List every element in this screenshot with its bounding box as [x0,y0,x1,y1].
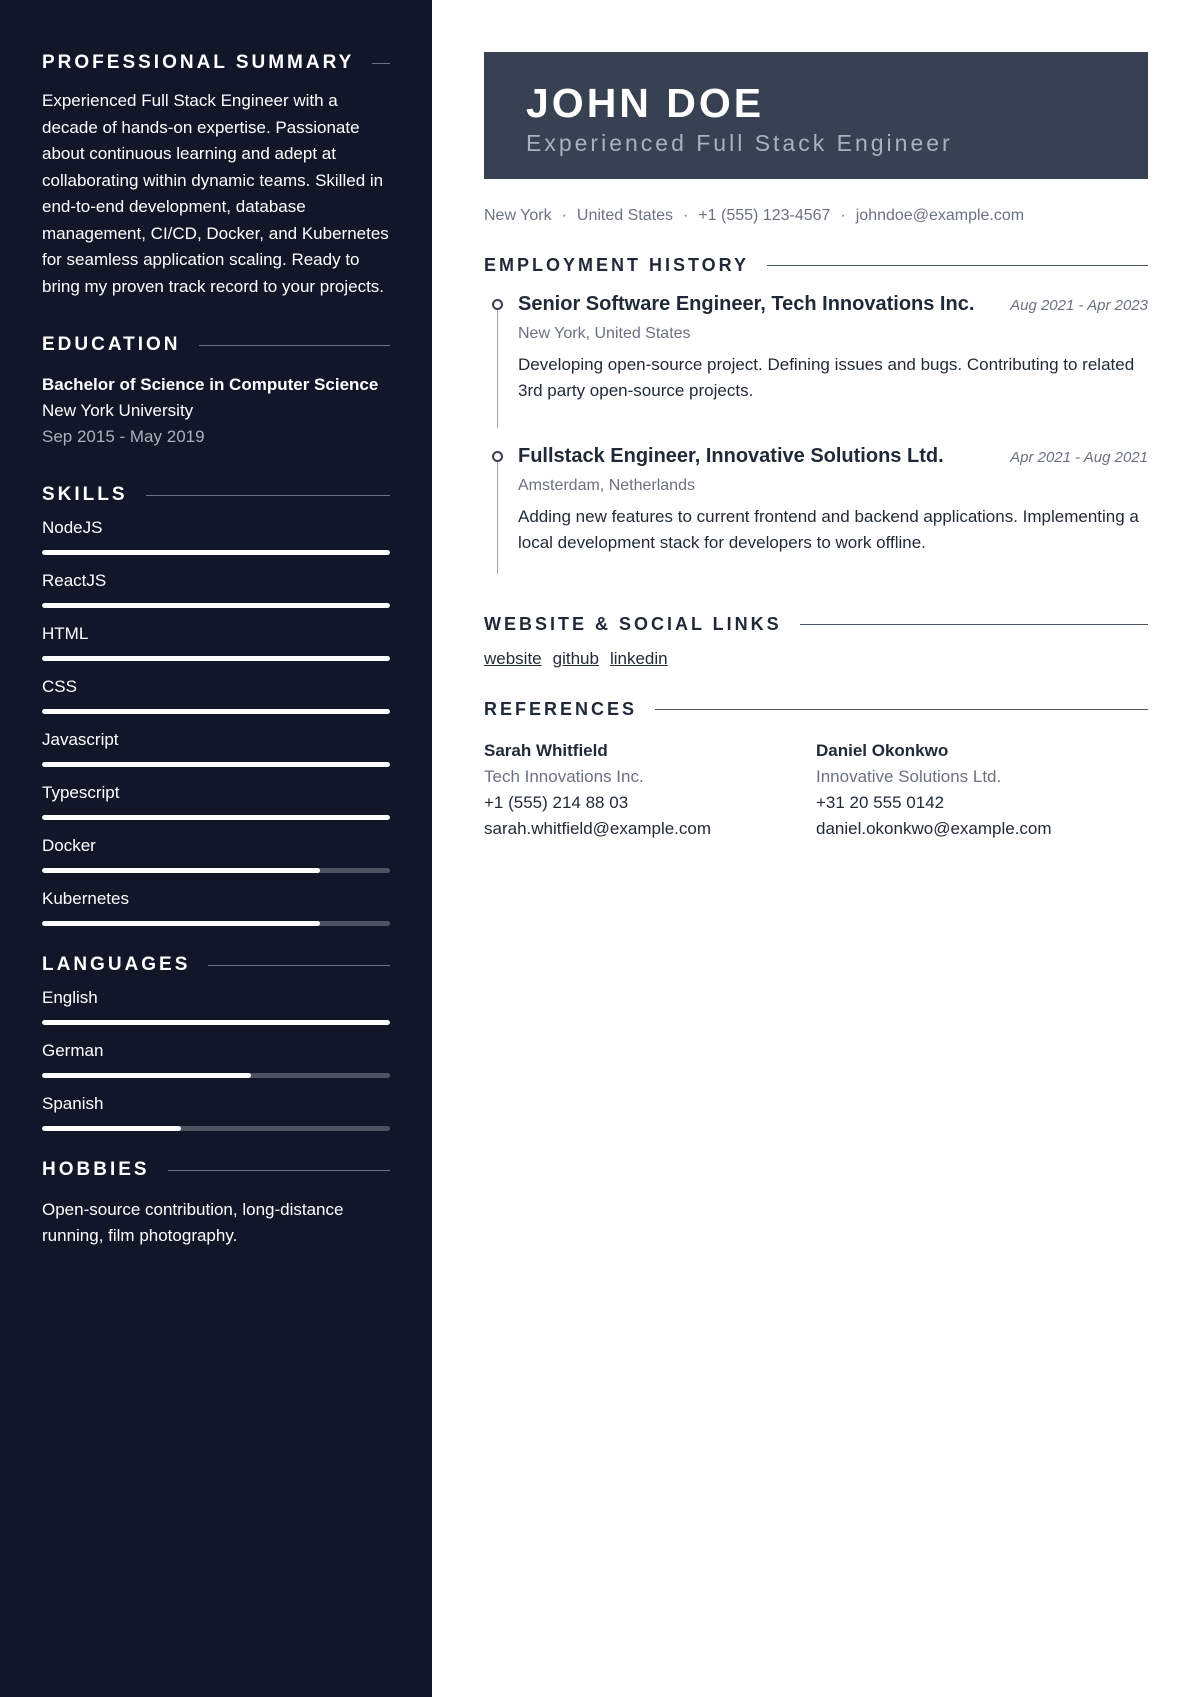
education-section [42,334,390,450]
skill-label: NodeJS [42,518,103,537]
education-heading: EDUCATION [42,334,181,355]
links-list [484,649,1148,669]
reference-name: Sarah Whitfield [484,741,608,760]
skill-bar-fill [42,921,320,926]
skills-list [42,516,390,926]
references-heading: REFERENCES [484,699,638,719]
reference-email: daniel.okonkwo@example.com [816,819,1052,838]
heading-divider [800,624,1148,625]
sidebar [0,0,432,1697]
reference-company: Innovative Solutions Ltd. [816,767,1002,786]
skill-bar [42,550,390,555]
website-link[interactable]: website [484,649,542,668]
hobbies-heading-row [42,1159,390,1181]
skill-bar-fill [42,868,320,873]
language-bar [42,1073,390,1078]
employment-section [484,255,1148,574]
reference-card [484,738,816,842]
heading-divider [199,345,390,346]
language-bar [42,1020,390,1025]
heading-divider [208,965,390,966]
name-header [484,52,1148,179]
skill-bar-fill [42,603,390,608]
skill-bar [42,868,390,873]
employment-heading: EMPLOYMENT HISTORY [484,255,750,275]
skill-bar-fill [42,815,390,820]
summary-heading: PROFESSIONAL SUMMARY [42,52,355,73]
separator-dot: · [682,207,689,224]
linkedin-link[interactable]: linkedin [609,649,668,668]
job-entry-location: New York, United States [518,325,691,342]
references-list [484,738,1148,842]
job-entry-title: Fullstack Engineer, Innovative Solutions Ltd. [518,445,944,467]
links-heading: WEBSITE & SOCIAL LINKS [484,614,782,634]
job-header [518,290,1148,318]
skill-bar-fill [42,709,390,714]
language-label: English [42,988,98,1007]
skill-bar [42,815,390,820]
reference-company: Tech Innovations Inc. [484,767,644,786]
language-label: German [42,1041,104,1060]
skill-label: CSS [42,677,77,696]
skill-label: ReactJS [42,571,107,590]
language-bar-fill [42,1126,181,1131]
language-bar-fill [42,1020,390,1025]
links-section [484,614,1148,669]
links-heading-row [484,614,1148,635]
skill-bar-fill [42,550,390,555]
languages-section [42,954,390,1131]
skill-bar [42,603,390,608]
reference-phone: +1 (555) 214 88 03 [484,793,629,812]
language-item [42,986,390,1025]
skills-heading-row [42,484,390,506]
education-degree: Bachelor of Science in Computer Science [42,375,379,394]
heading-divider [146,495,390,496]
job-header [518,442,1148,470]
skill-bar [42,921,390,926]
contact-country: United States [576,207,673,224]
heading-divider [767,265,1148,266]
summary-text: Experienced Full Stack Engineer with a decade of hands-on expertise. Passionate about continuous learning and adept at collaborating within dynamic teams. Skilled in end-to-end development, database management, CI/CD, Docker, and Kubernetes for seamless application scaling. Ready to bring my proven track record to your projects. [42,91,389,296]
timeline-rail [497,460,498,574]
full-name: JOHN DOE [526,80,765,126]
skill-bar [42,762,390,767]
language-item [42,1039,390,1078]
job-title: Experienced Full Stack Engineer [526,130,953,156]
contact-email: johndoe@example.com [855,207,1025,224]
skill-item [42,834,390,873]
hobbies-section [42,1159,390,1249]
skill-bar-fill [42,656,390,661]
reference-email: sarah.whitfield@example.com [484,819,712,838]
timeline-bullet-icon [492,299,503,310]
reference-card [816,738,1148,842]
separator-dot: · [840,207,846,224]
references-heading-row [484,699,1148,720]
skill-item [42,781,390,820]
summary-section [42,52,390,300]
timeline-rail [497,308,498,428]
job-entry-description: Adding new features to current frontend and backend applications. Implementing a local development stack for developers to work offline. [518,507,1139,552]
skill-item [42,622,390,661]
reference-phone: +31 20 555 0142 [816,793,945,812]
education-dates: Sep 2015 - May 2019 [42,427,205,446]
job-entry-dates: Aug 2021 - Apr 2023 [1010,297,1148,314]
skill-item [42,728,390,767]
skill-item [42,675,390,714]
languages-heading-row [42,954,390,976]
language-label: Spanish [42,1094,104,1113]
job-entry [484,290,1148,428]
job-entry-dates: Apr 2021 - Aug 2021 [1010,449,1148,466]
job-entry-location: Amsterdam, Netherlands [518,477,695,494]
summary-heading-row [42,52,390,74]
job-entry-description: Developing open-source project. Defining issues and bugs. Contributing to related 3rd party open-source projects. [518,355,1135,400]
github-link[interactable]: github [552,649,599,668]
job-entry [484,442,1148,574]
education-heading-row [42,334,390,356]
language-bar-fill [42,1073,251,1078]
contact-city: New York [484,207,552,224]
separator-dot: · [561,207,567,224]
contact-phone: +1 (555) 123-4567 [698,207,831,224]
heading-divider [655,709,1148,710]
skill-label: Docker [42,836,96,855]
languages-list [42,986,390,1131]
skill-label: Typescript [42,783,120,802]
skill-bar [42,656,390,661]
reference-name: Daniel Okonkwo [816,741,949,760]
skill-item [42,887,390,926]
skill-item [42,516,390,555]
timeline-bullet-icon [492,451,503,462]
job-entry-title: Senior Software Engineer, Tech Innovations Inc. [518,293,975,315]
language-item [42,1092,390,1131]
heading-divider [372,63,390,64]
employment-heading-row [484,255,1148,276]
hobbies-heading: HOBBIES [42,1159,150,1180]
skill-bar-fill [42,762,390,767]
skills-section [42,484,390,926]
references-section [484,699,1148,842]
heading-divider [168,1170,390,1171]
hobbies-text: Open-source contribution, long-distance running, film photography. [42,1200,344,1245]
contact-line [484,207,1148,225]
skill-label: HTML [42,624,89,643]
skill-bar [42,709,390,714]
main-content [432,0,1200,1697]
languages-heading: LANGUAGES [42,954,191,975]
skills-heading: SKILLS [42,484,128,505]
education-school: New York University [42,401,194,420]
skill-label: Kubernetes [42,889,129,908]
language-bar [42,1126,390,1131]
skill-label: Javascript [42,730,119,749]
skill-item [42,569,390,608]
